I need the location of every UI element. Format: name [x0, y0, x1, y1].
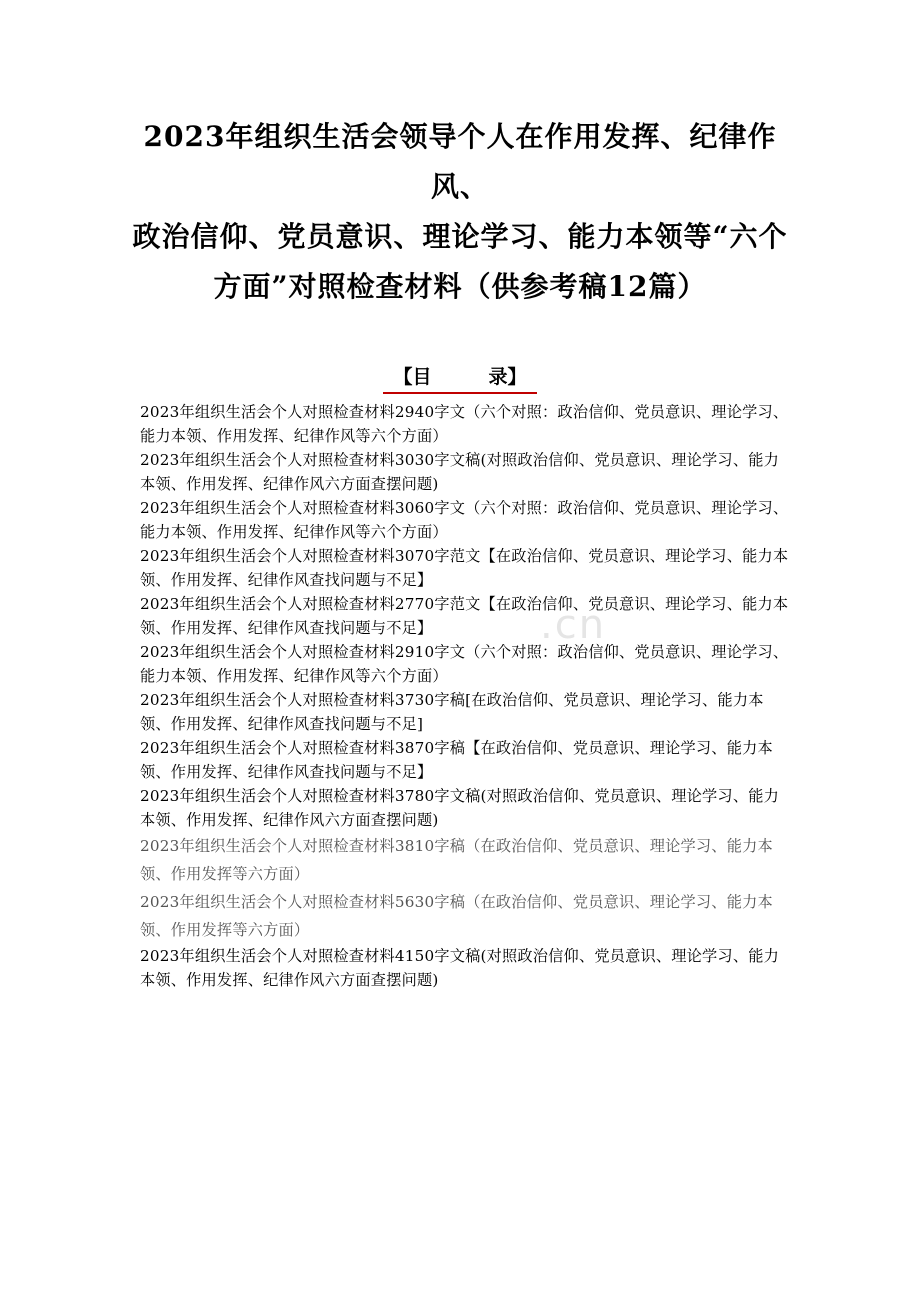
title-line-3: 方面”对照检查材料（供参考稿12篇）	[213, 270, 707, 303]
toc-item[interactable]: 2023年组织生活会个人对照检查材料3060字文（六个对照：政治信仰、党员意识、理论学习、能力本领、作用发挥、纪律作风等六个方面）	[140, 499, 789, 541]
toc-item[interactable]: 2023年组织生活会个人对照检查材料2910字文（六个对照：政治信仰、党员意识、理论学习、能力本领、作用发挥、纪律作风等六个方面）	[140, 643, 789, 685]
toc-item[interactable]: 2023年组织生活会个人对照检查材料3780字文稿(对照政治信仰、党员意识、理论学习、能力本领、作用发挥、纪律作风六方面查摆问题)	[140, 787, 779, 829]
table-of-contents	[140, 400, 790, 992]
toc-item[interactable]: 2023年组织生活会个人对照检查材料3870字稿【在政治信仰、党员意识、理论学习、能力本领、作用发挥、纪律作风查找问题与不足】	[140, 739, 773, 781]
watermark: .cn	[540, 602, 607, 648]
toc-heading: 【目 录】	[383, 364, 537, 394]
toc-item[interactable]: 2023年组织生活会个人对照检查材料5630字稿（在政治信仰、党员意识、理论学习、能力本领、作用发挥等六方面）	[140, 893, 773, 939]
toc-item[interactable]: 2023年组织生活会个人对照检查材料3070字范文【在政治信仰、党员意识、理论学习、能力本领、作用发挥、纪律作风查找问题与不足】	[140, 547, 789, 589]
title-line-1: 2023年组织生活会领导个人在作用发挥、纪律作风、	[143, 120, 777, 203]
title-line-2: 政治信仰、党员意识、理论学习、能力本领等“六个	[132, 220, 788, 253]
toc-item[interactable]: 2023年组织生活会个人对照检查材料3730字稿[在政治信仰、党员意识、理论学习、能力本领、作用发挥、纪律作风查找问题与不足]	[140, 691, 764, 733]
toc-item[interactable]: 2023年组织生活会个人对照检查材料4150字文稿(对照政治信仰、党员意识、理论学习、能力本领、作用发挥、纪律作风六方面查摆问题)	[140, 947, 779, 989]
document-title	[120, 112, 800, 312]
toc-item[interactable]: 2023年组织生活会个人对照检查材料3810字稿（在政治信仰、党员意识、理论学习、能力本领、作用发挥等六方面）	[140, 837, 773, 883]
toc-item[interactable]: 2023年组织生活会个人对照检查材料2770字范文【在政治信仰、党员意识、理论学习、能力本领、作用发挥、纪律作风查找问题与不足】	[140, 595, 789, 637]
toc-item[interactable]: 2023年组织生活会个人对照检查材料3030字文稿(对照政治信仰、党员意识、理论学习、能力本领、作用发挥、纪律作风六方面查摆问题)	[140, 451, 779, 493]
toc-item[interactable]: 2023年组织生活会个人对照检查材料2940字文（六个对照：政治信仰、党员意识、理论学习、能力本领、作用发挥、纪律作风等六个方面）	[140, 403, 789, 445]
